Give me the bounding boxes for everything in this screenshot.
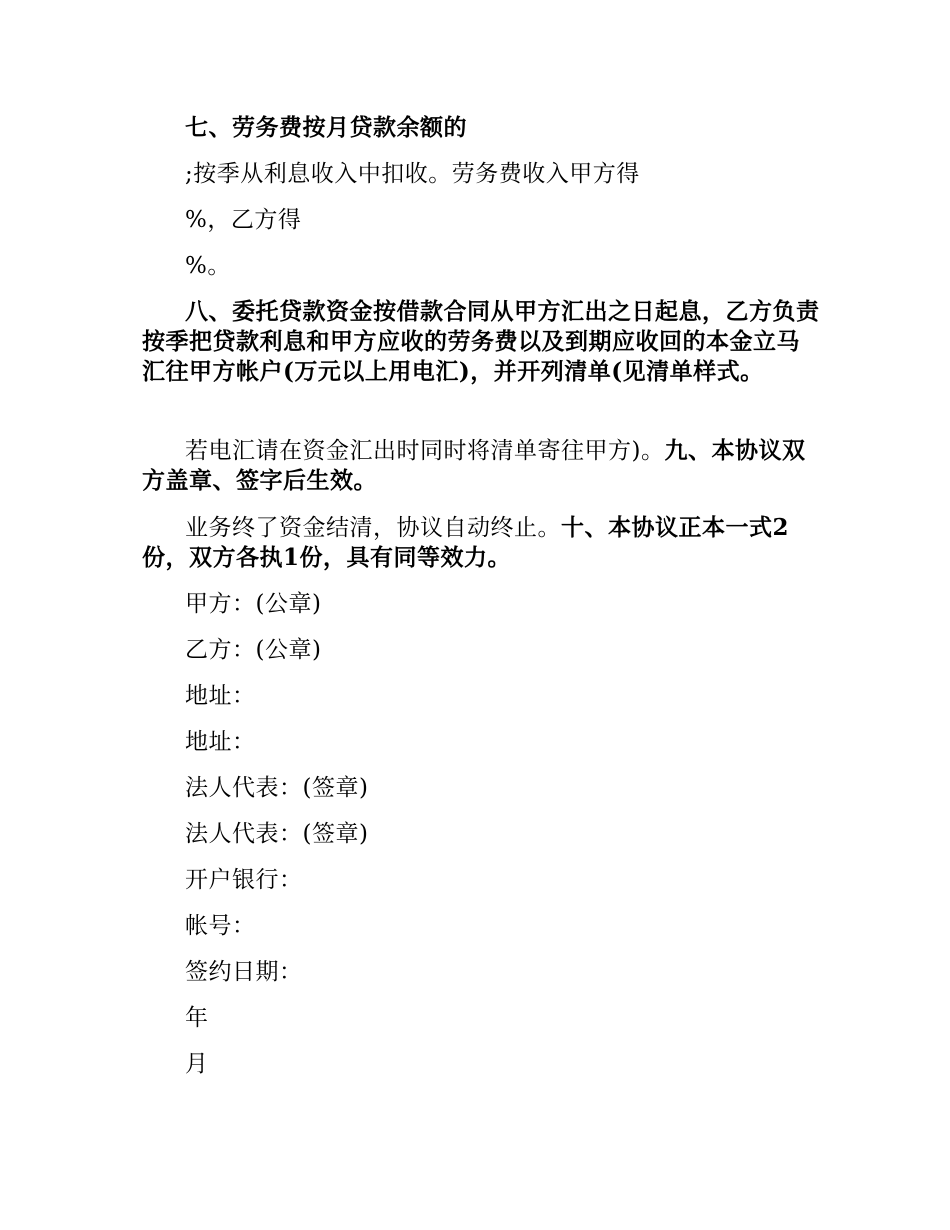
party-b-seal: 乙方：(公章) [185, 637, 322, 663]
party-a-address: 地址： [185, 683, 256, 709]
clause-9-paragraph [142, 436, 822, 496]
clause-9-continuation: 业务终了资金结清，协议自动终止。 [185, 515, 561, 541]
party-a-seal: 甲方：(公章) [185, 591, 322, 617]
sign-date-field: 签约日期： [185, 959, 303, 985]
clause-10-text: 十、本协议正本一式2份，双方各执1份，具有同等效力。 [142, 514, 790, 571]
party-b-address: 地址： [185, 729, 256, 755]
party-a-legal-rep: 法人代表：(签章) [185, 775, 369, 801]
clause-7-heading: 七、劳务费按月贷款余额的 [185, 114, 467, 141]
bank-field: 开户银行： [185, 867, 303, 893]
year-field: 年 [185, 1005, 209, 1031]
clause-9-text: 九、本协议双方盖章、签字后生效。 [142, 437, 806, 494]
clause-8-paragraph: 八、委托贷款资金按借款合同从甲方汇出之日起息，乙方负责按季把贷款利息和甲方应收的劳务费以及到期应收回的本金立马汇往甲方帐户(万元以上用电汇)，并开列清单(见清单样式。 [142, 298, 820, 385]
clause-10-paragraph [142, 513, 822, 573]
clause-7-line-3: %，乙方得 [185, 207, 302, 233]
clause-7-line-2: ;按季从利息收入中扣收。劳务费收入甲方得 [185, 161, 640, 187]
clause-8-continuation: 若电汇请在资金汇出时同时将清单寄往甲方)。 [185, 438, 665, 464]
month-field: 月 [185, 1051, 209, 1077]
party-b-legal-rep: 法人代表：(签章) [185, 821, 369, 847]
clause-7-line-4: %。 [185, 253, 231, 279]
account-field: 帐号： [185, 913, 256, 939]
